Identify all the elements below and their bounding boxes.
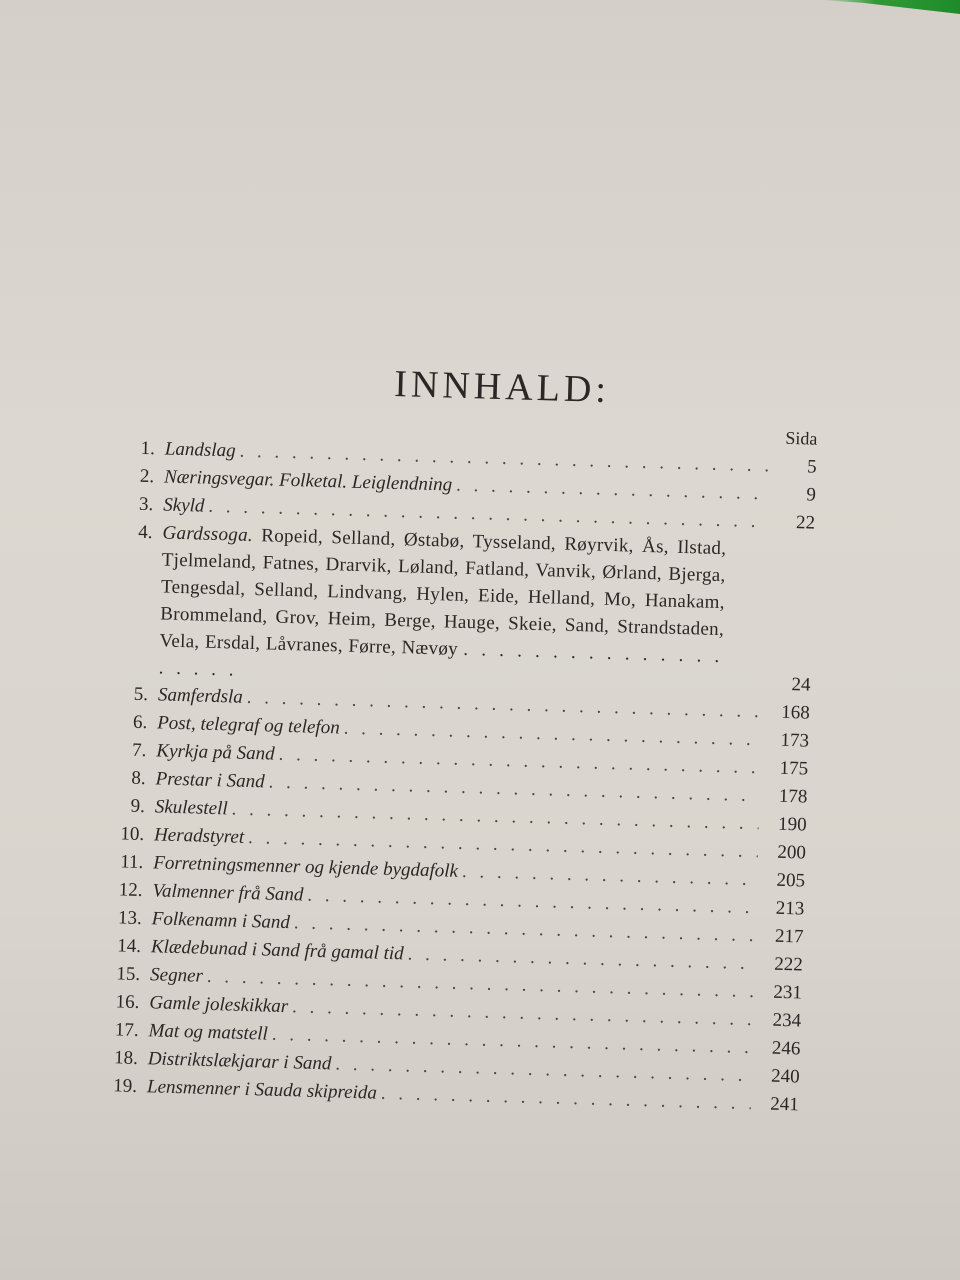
entry-number: 12.: [118, 879, 143, 902]
entry-number: 13.: [117, 907, 143, 930]
entry-number: 18.: [113, 1047, 139, 1069]
entry-page: 173: [780, 729, 810, 752]
entry-label: Kyrkja på Sand: [156, 740, 275, 765]
entry-label: Folkenamn i Sand: [151, 908, 291, 934]
entry-label: Distriktslækjarar i Sand: [147, 1048, 332, 1075]
entry-page: 234: [772, 1009, 802, 1032]
farm-list: [158, 519, 770, 698]
entry-page: 217: [774, 925, 804, 948]
entry-page: 213: [775, 897, 805, 920]
entry-page: 222: [773, 953, 804, 976]
entry-page: 241: [770, 1093, 800, 1116]
entry-number: 9.: [130, 795, 146, 818]
entry-label: Mat og matstell: [148, 1020, 269, 1045]
entry-label: Forretningsmenner og kjende bygdafolk: [153, 852, 459, 882]
entry-number: 6.: [132, 711, 148, 734]
entry-number: 8.: [131, 767, 146, 790]
entry-number: 17.: [114, 1019, 139, 1041]
entry-page: 231: [773, 981, 803, 1004]
toc-entry-farm-history: [104, 518, 814, 700]
entry-label: Gardssoga.: [162, 522, 254, 546]
entry-page: 205: [776, 869, 806, 892]
entry-number: 1.: [140, 437, 156, 460]
entry-number: 16.: [115, 991, 140, 1013]
entry-page: 200: [777, 841, 807, 864]
entry-label: Lensmenner i Sauda skipreida: [146, 1076, 378, 1104]
entry-page: 240: [770, 1065, 800, 1088]
entry-page: 22: [795, 512, 816, 534]
entry-number: 11.: [119, 851, 144, 874]
table-of-contents: [93, 408, 818, 1119]
entry-body: [158, 519, 770, 698]
page-title: INNHALD:: [393, 362, 611, 412]
entry-number: 3.: [138, 493, 154, 516]
entry-label: Post, telegraf og telefon: [156, 712, 341, 739]
farm-names: Ropeid, Selland, Østabø, Tysseland, Røyrvik, Ås, Ilstad, Tjelmeland, Fatnes, Drarvik, Løland, Fatland, Vanvik, Ørland, Bjerga, Tengesdal, Selland, Lindvang, Hylen, Eide, Helland, Mo, Hanakam, Brommeland, Grov, Heim, Berge, Hauge, Skeie, Sand, Strandstaden, Vela, Ersdal, Låvranes, Førre, Nævøy: [159, 525, 727, 660]
entry-number: 14.: [116, 935, 142, 958]
entry-label: Prestar i Sand: [155, 768, 265, 793]
entry-page: 9: [806, 484, 817, 506]
entry-label: Segner: [149, 964, 204, 987]
entry-page: 24: [791, 674, 811, 696]
entry-label: Skyld: [163, 494, 205, 517]
entry-number: 4.: [137, 521, 153, 544]
entry-label: Samferdsla: [157, 684, 244, 708]
page-column-header: Sida: [785, 427, 818, 449]
entry-label: Gamle joleskikkar: [149, 992, 289, 1018]
entry-number: 19.: [113, 1075, 138, 1097]
entry-number: 10.: [120, 823, 145, 846]
entry-label: Næringsvegar. Folketal. Leiglendning: [163, 466, 453, 496]
entry-number: 5.: [133, 683, 149, 706]
entry-page: 190: [777, 813, 807, 836]
entry-label: Skulestell: [154, 796, 228, 820]
entry-page: 168: [780, 701, 811, 724]
entry-number: 2.: [139, 465, 155, 488]
entry-label: Landslag: [164, 438, 236, 462]
entry-label: Klædebunad i Sand frå gamal tid: [150, 936, 404, 965]
entry-label: Heradstyret: [153, 824, 245, 848]
entry-number: 15.: [116, 963, 141, 986]
entry-number: 7.: [131, 739, 147, 762]
entry-page: 5: [806, 456, 817, 478]
entry-page: 246: [771, 1037, 801, 1060]
dot-leader: . . . . . . . . . . . . . . . . . . . .: [158, 638, 724, 681]
entry-label: Valmenner frå Sand: [152, 880, 304, 906]
entry-page: 178: [778, 785, 808, 808]
table-surface-corner: [820, 0, 960, 14]
entry-page: 175: [779, 757, 809, 780]
